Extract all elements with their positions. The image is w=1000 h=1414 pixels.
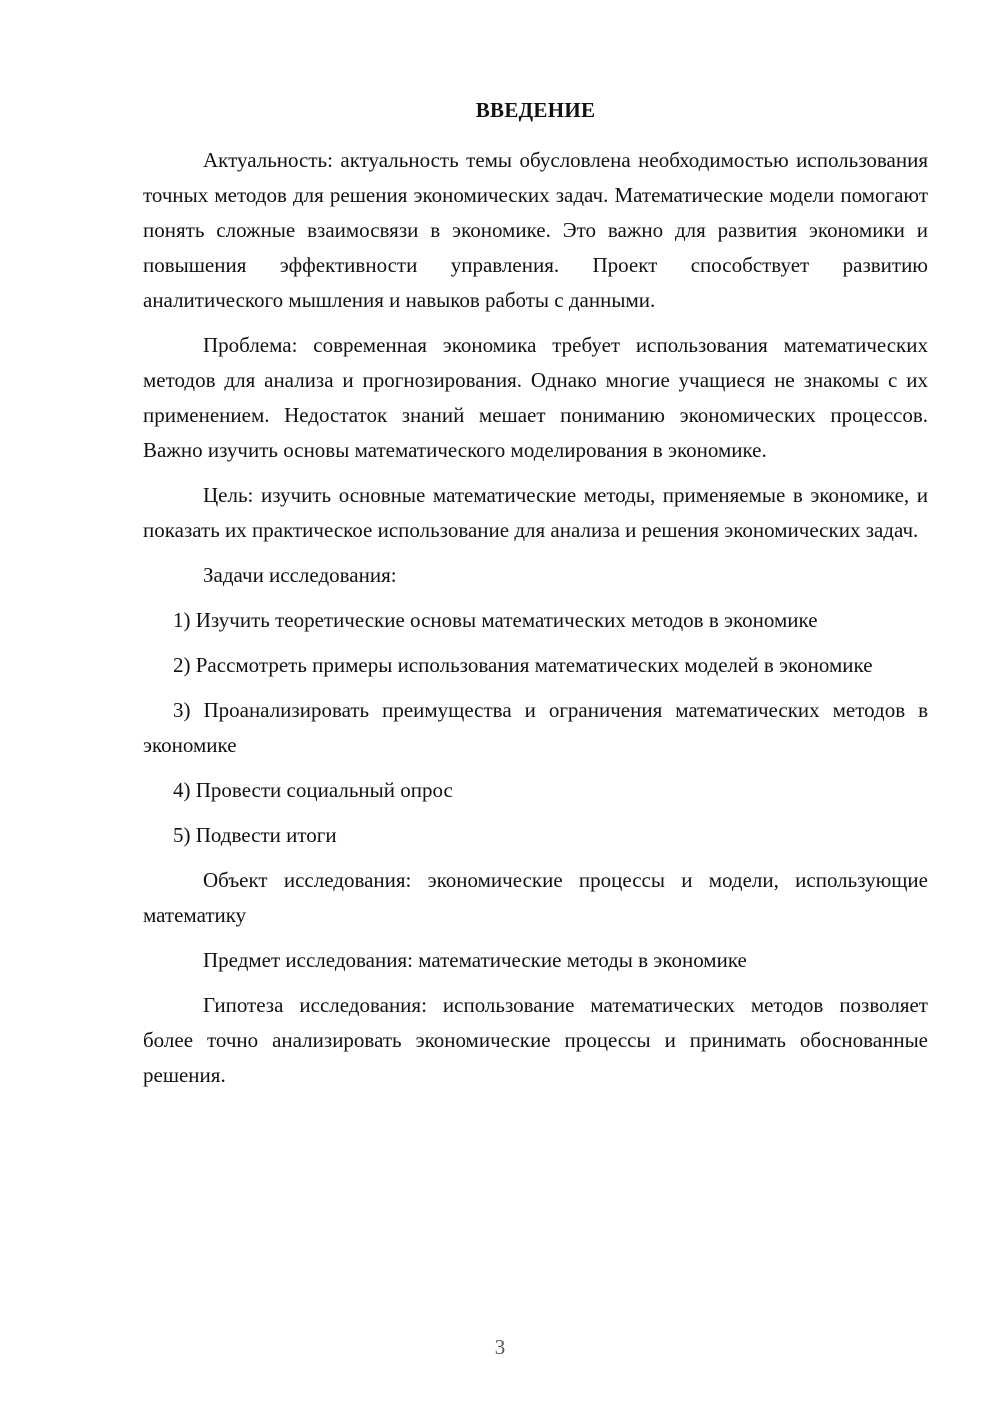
list-item: 4) Провести социальный опрос (173, 778, 453, 802)
goal-paragraph: Цель: изучить основные математические методы, применяемые в экономике, и показать их практическое использование для анализа и решения экономических задач. (143, 483, 928, 542)
page-title: ВВЕДЕНИЕ (475, 98, 596, 122)
page-number: 3 (494, 1335, 506, 1359)
hypothesis-paragraph: Гипотеза исследования: использование математических методов позволяет более точно анализировать экономические процессы и принимать обоснованные решения. (143, 993, 928, 1087)
list-item: 5) Подвести итоги (173, 823, 337, 847)
subject-paragraph: Предмет исследования: математические методы в экономике (203, 948, 747, 972)
list-item: 3) Проанализировать преимущества и ограничения математических методов в экономике (143, 698, 928, 757)
object-paragraph: Объект исследования: экономические процессы и модели, использующие математику (143, 868, 928, 927)
problem-paragraph: Проблема: современная экономика требует использования математических методов для анализа и прогнозирования. Однако многие учащиеся не знакомы с их применением. Недостаток знаний мешает пониманию экономических процессов. Важно изучить основы математического моделирования в экономике. (143, 333, 928, 462)
tasks-list (143, 603, 928, 853)
list-item: 2) Рассмотреть примеры использования математических моделей в экономике (173, 653, 873, 677)
list-item: 1) Изучить теоретические основы математических методов в экономике (173, 608, 818, 632)
relevance-paragraph: Актуальность: актуальность темы обусловлена необходимостью использования точных методов для решения экономических задач. Математические модели помогают понять сложные взаимосвязи в экономике. Это важно для развития экономики и повышения эффективности управления. Проект способствует развитию аналитического мышления и навыков работы с данными. (143, 148, 928, 312)
tasks-heading: Задачи исследования: (203, 563, 397, 587)
page-content (143, 95, 928, 1103)
